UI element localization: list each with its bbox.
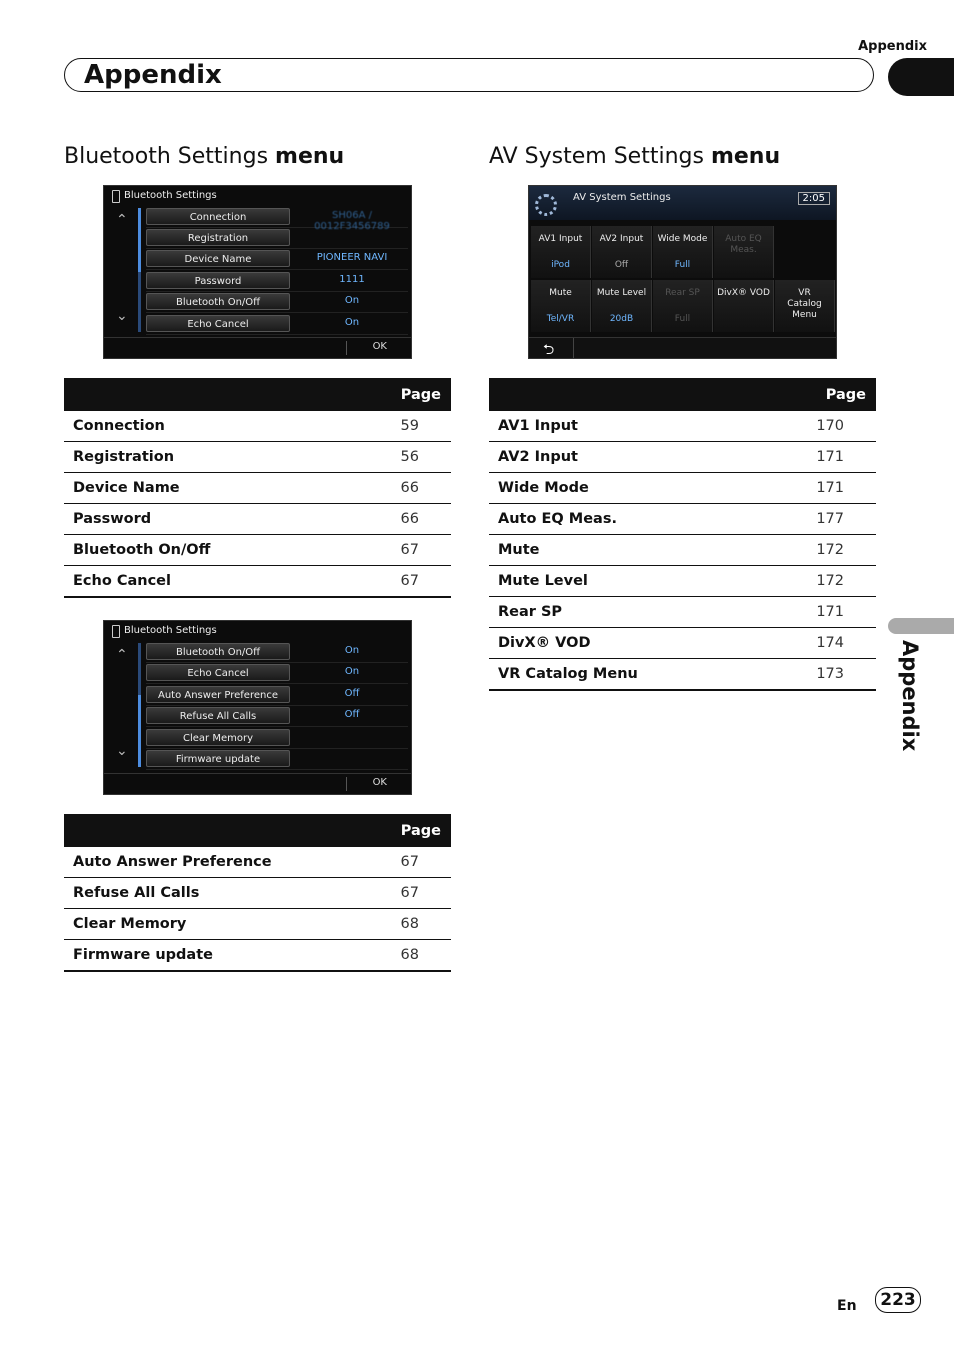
av-setting-label: AV2 Input xyxy=(599,234,644,244)
av-section-heading xyxy=(489,144,780,170)
back-icon[interactable]: ⮌ xyxy=(543,342,555,358)
av-setting-label: Rear SP xyxy=(665,288,700,298)
side-index-label xyxy=(884,640,934,760)
bluetooth-page-table-1 xyxy=(64,378,451,598)
setting-button[interactable]: Clear Memory xyxy=(146,729,290,746)
av-setting-value: iPod xyxy=(551,260,570,270)
table-item-page: 56 xyxy=(360,442,451,473)
table-item-page: 172 xyxy=(785,566,876,597)
gear-icon xyxy=(535,194,557,216)
screen-row xyxy=(146,271,408,292)
screen-row xyxy=(146,663,408,684)
table-row xyxy=(64,909,451,940)
table-row xyxy=(489,597,876,628)
screen-row xyxy=(146,749,408,770)
table-item-page: 67 xyxy=(360,566,451,598)
screen-row xyxy=(146,685,408,706)
table-row xyxy=(489,442,876,473)
table-item-name: Password xyxy=(64,504,360,535)
table-item-name: Echo Cancel xyxy=(64,566,360,598)
table-item-page: 66 xyxy=(360,504,451,535)
screen-row xyxy=(146,314,408,335)
scroll-down-icon[interactable]: ⌄ xyxy=(116,743,128,759)
footer-divider xyxy=(346,777,347,791)
scroll-controls xyxy=(110,208,136,332)
table-row xyxy=(489,628,876,659)
setting-value: On xyxy=(344,295,360,306)
table-row xyxy=(489,473,876,504)
av-setting-value: Full xyxy=(674,260,691,270)
av-setting-value: 20dB xyxy=(609,314,634,324)
screen-title: AV System Settings xyxy=(573,192,671,203)
setting-value: Off xyxy=(344,709,360,720)
chapter-title: Appendix xyxy=(84,60,222,90)
page-number: 223 xyxy=(875,1287,921,1313)
screen-title: Bluetooth Settings xyxy=(124,625,217,636)
table-row xyxy=(64,504,451,535)
table-row xyxy=(489,566,876,597)
table-item-name: Auto EQ Meas. xyxy=(489,504,785,535)
bluetooth-heading-suffix: menu xyxy=(275,144,345,169)
av-heading-main: AV System Settings xyxy=(489,144,704,169)
screen-row xyxy=(146,249,408,270)
page-column-header: Page xyxy=(64,378,451,411)
setting-value: On xyxy=(344,645,360,656)
screen-row xyxy=(146,642,408,663)
setting-button[interactable]: Device Name xyxy=(146,250,290,267)
running-header-label: Appendix xyxy=(858,39,927,54)
setting-button[interactable]: Echo Cancel xyxy=(146,664,290,681)
bluetooth-settings-screenshot-2 xyxy=(103,620,412,795)
table-item-name: Connection xyxy=(64,411,360,442)
table-item-page: 171 xyxy=(785,597,876,628)
scrollbar[interactable] xyxy=(138,208,141,332)
av-setting-label: DivX® VOD xyxy=(717,288,770,298)
table-item-name: Mute xyxy=(489,535,785,566)
setting-button[interactable]: Password xyxy=(146,272,290,289)
table-item-page: 173 xyxy=(785,659,876,691)
av-setting-vr-catalog-menu[interactable] xyxy=(775,280,835,332)
table-row xyxy=(64,473,451,504)
table-item-name: Registration xyxy=(64,442,360,473)
ok-button[interactable]: OK xyxy=(372,777,387,788)
av-setting-wide-mode[interactable] xyxy=(653,226,713,278)
table-item-page: 177 xyxy=(785,504,876,535)
table-item-page: 68 xyxy=(360,909,451,940)
screen-footer xyxy=(529,337,836,358)
setting-value: Off xyxy=(344,688,360,699)
table-item-page: 59 xyxy=(360,411,451,442)
table-item-name: Device Name xyxy=(64,473,360,504)
screen-row xyxy=(146,292,408,313)
table-row xyxy=(489,659,876,691)
setting-button[interactable]: Auto Answer Preference xyxy=(146,686,290,703)
table-item-page: 67 xyxy=(360,878,451,909)
table-row xyxy=(64,878,451,909)
av-setting-mute[interactable] xyxy=(531,280,591,332)
av-setting-value: Full xyxy=(674,314,691,324)
setting-button[interactable]: Refuse All Calls xyxy=(146,707,290,724)
scroll-up-icon[interactable]: ⌃ xyxy=(116,647,128,663)
clock: 2:05 xyxy=(798,192,830,205)
table-item-name: VR Catalog Menu xyxy=(489,659,785,691)
table-item-name: Auto Answer Preference xyxy=(64,847,360,878)
side-index-tab xyxy=(888,618,954,634)
table-row xyxy=(489,504,876,535)
table-item-page: 172 xyxy=(785,535,876,566)
screen-row xyxy=(146,706,408,727)
setting-button[interactable]: Firmware update xyxy=(146,750,290,767)
setting-value: On xyxy=(344,317,360,328)
chapter-tab-marker xyxy=(888,58,954,96)
table-item-page: 170 xyxy=(785,411,876,442)
table-item-name: Clear Memory xyxy=(64,909,360,940)
scroll-controls xyxy=(110,643,136,767)
table-item-page: 171 xyxy=(785,442,876,473)
table-row xyxy=(64,566,451,598)
table-row xyxy=(489,411,876,442)
av-setting-label: Wide Mode xyxy=(657,234,708,244)
scroll-down-icon[interactable]: ⌄ xyxy=(116,308,128,324)
table-item-name: Bluetooth On/Off xyxy=(64,535,360,566)
table-item-name: Firmware update xyxy=(64,940,360,972)
bluetooth-section-heading xyxy=(64,144,344,170)
ok-button[interactable]: OK xyxy=(372,341,387,352)
phone-icon xyxy=(112,625,120,638)
av-setting-value: Off xyxy=(614,260,629,270)
table-item-page: 68 xyxy=(360,940,451,972)
av-page-table xyxy=(489,378,876,691)
av-setting-label: AV1 Input xyxy=(538,234,583,244)
screen-row xyxy=(146,207,408,232)
setting-value: PIONEER NAVI xyxy=(316,252,388,263)
screen-header xyxy=(529,186,836,220)
page-column-header: Page xyxy=(64,814,451,847)
bluetooth-settings-screenshot-1 xyxy=(103,185,412,359)
bluetooth-page-table-2 xyxy=(64,814,451,972)
table-item-page: 67 xyxy=(360,847,451,878)
av-setting-divx-vod[interactable] xyxy=(714,280,774,332)
setting-button[interactable]: Bluetooth On/Off xyxy=(146,643,290,660)
table-item-name: AV2 Input xyxy=(489,442,785,473)
table-item-name: Refuse All Calls xyxy=(64,878,360,909)
table-row xyxy=(64,411,451,442)
footer-divider xyxy=(346,341,347,355)
screen-title: Bluetooth Settings xyxy=(124,190,217,201)
av-setting-auto-eq xyxy=(714,226,774,278)
av-heading-suffix: menu xyxy=(710,144,781,169)
setting-button[interactable]: Bluetooth On/Off xyxy=(146,293,290,310)
scrollbar-thumb[interactable] xyxy=(138,208,141,272)
page-column-header: Page xyxy=(489,378,876,411)
table-row xyxy=(489,535,876,566)
setting-button[interactable]: Registration xyxy=(146,229,290,246)
table-item-name: AV1 Input xyxy=(489,411,785,442)
footer-divider xyxy=(573,338,574,358)
side-index-text: Appendix xyxy=(898,640,922,752)
table-item-name: DivX® VOD xyxy=(489,628,785,659)
av-setting-label: VR Catalog Menu xyxy=(787,288,822,320)
bluetooth-heading-main: Bluetooth Settings xyxy=(64,144,269,169)
screen-footer xyxy=(104,773,411,794)
av-setting-av2-input[interactable] xyxy=(592,226,652,278)
setting-button[interactable]: Connection xyxy=(146,208,290,225)
phone-icon xyxy=(112,190,120,203)
av-setting-label: Mute xyxy=(549,288,572,298)
setting-value: SH06A / 0012F3456789 xyxy=(314,210,390,232)
table-item-page: 66 xyxy=(360,473,451,504)
setting-value: On xyxy=(344,666,360,677)
scroll-up-icon[interactable]: ⌃ xyxy=(116,212,128,228)
language-label: En xyxy=(837,1298,857,1314)
av-setting-value: Tel/VR xyxy=(546,314,575,324)
screen-row xyxy=(146,728,408,749)
table-item-page: 174 xyxy=(785,628,876,659)
screen-footer xyxy=(104,337,411,358)
av-system-settings-screenshot xyxy=(528,185,837,359)
av-setting-label: Mute Level xyxy=(596,288,647,298)
av-setting-av1-input[interactable] xyxy=(531,226,591,278)
table-row xyxy=(64,535,451,566)
av-setting-mute-level[interactable] xyxy=(592,280,652,332)
table-item-name: Mute Level xyxy=(489,566,785,597)
table-item-name: Rear SP xyxy=(489,597,785,628)
table-item-page: 67 xyxy=(360,535,451,566)
setting-value: 1111 xyxy=(339,274,365,285)
table-row xyxy=(64,442,451,473)
table-item-name: Wide Mode xyxy=(489,473,785,504)
setting-button[interactable]: Echo Cancel xyxy=(146,315,290,332)
scrollbar[interactable] xyxy=(138,643,141,767)
table-row xyxy=(64,940,451,972)
table-row xyxy=(64,847,451,878)
scrollbar-thumb[interactable] xyxy=(138,695,141,767)
screen-row xyxy=(146,228,408,249)
table-item-page: 171 xyxy=(785,473,876,504)
av-setting-rear-sp xyxy=(653,280,713,332)
av-setting-label: Auto EQ Meas. xyxy=(725,234,762,255)
